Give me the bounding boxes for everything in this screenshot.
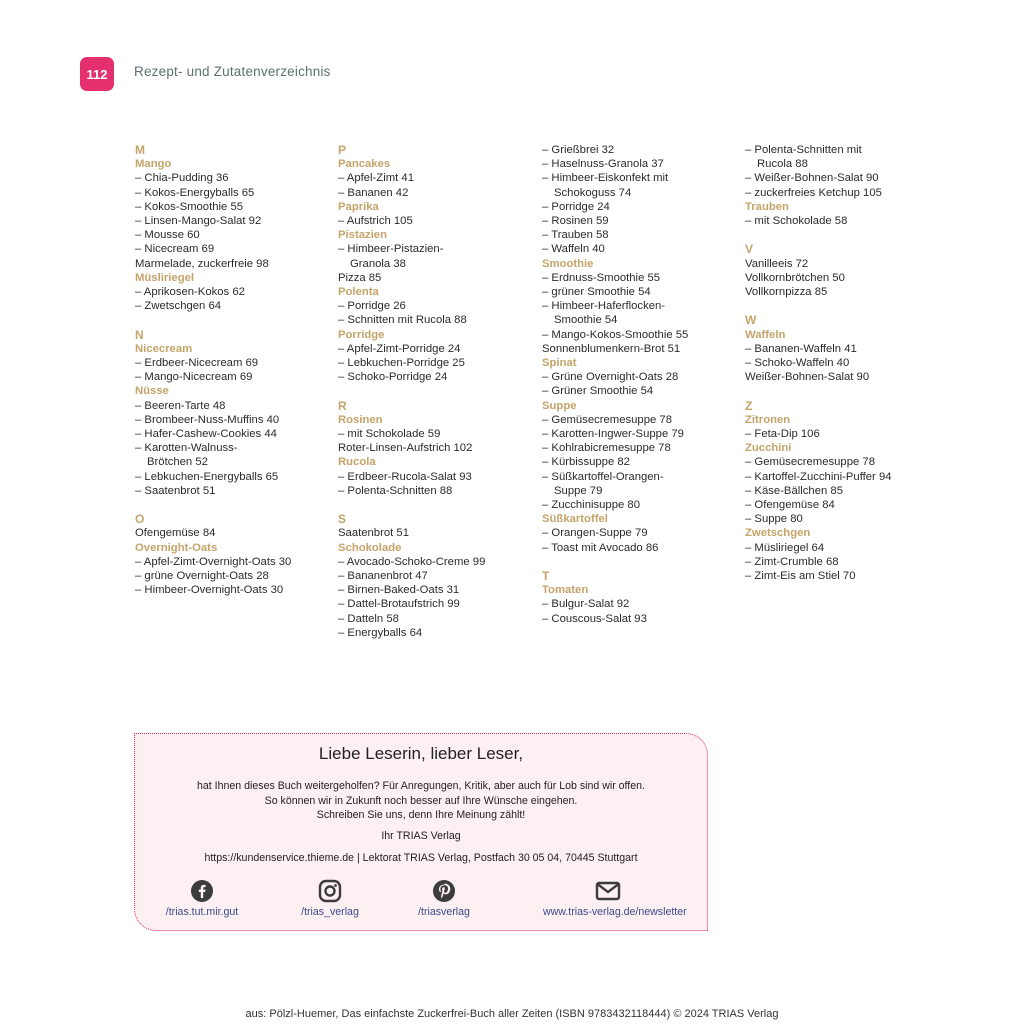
- index-entry: Roter-Linsen-Aufstrich 102: [338, 442, 473, 455]
- social-facebook[interactable]: [137, 879, 267, 918]
- index-entry: – Birnen-Baked-Oats 31: [338, 584, 460, 597]
- feedback-heading: Liebe Leserin, lieber Leser,: [318, 744, 524, 763]
- index-heading: Tomaten: [542, 584, 589, 597]
- index-entry: – Porridge 26: [338, 300, 406, 313]
- social-label[interactable]: www.trias-verlag.de/newsletter: [543, 906, 687, 918]
- index-entry: – Gemüsecremesuppe 78: [745, 456, 875, 469]
- index-entry: – Energyballs 64: [338, 626, 423, 639]
- index-letter: Z: [745, 398, 753, 413]
- index-entry: – Suppe 80: [745, 513, 803, 526]
- index-heading: Trauben: [745, 200, 789, 213]
- index-entry: – Karotten-Walnuss-: [135, 442, 238, 455]
- index-heading: Pistazien: [338, 229, 387, 242]
- social-newsletter[interactable]: [543, 879, 687, 918]
- index-entry: – Bulgur-Salat 92: [542, 598, 630, 611]
- index-entry: – Chia-Pudding 36: [135, 172, 229, 185]
- source-footer: aus: Pölzl-Huemer, Das einfachste Zuckerfrei-Buch aller Zeiten (ISBN 9783432118444) © 2024 TRIAS Verlag: [245, 1008, 779, 1020]
- index-entry: – Mango-Kokos-Smoothie 55: [542, 328, 689, 341]
- index-letter: P: [338, 143, 347, 157]
- index-entry: – Feta-Dip 106: [745, 428, 820, 441]
- index-entry: – Apfel-Zimt 41: [338, 172, 414, 185]
- feedback-box: [134, 733, 708, 931]
- index-letter: S: [338, 512, 347, 527]
- feedback-line: Schreiben Sie uns, denn Ihre Meinung zählt!: [316, 809, 526, 821]
- index-letter: O: [135, 512, 145, 527]
- index-entry: – Bananen 42: [338, 186, 409, 199]
- index-entry: – Hafer-Cashew-Cookies 44: [135, 428, 277, 441]
- index-entry: – Beeren-Tarte 48: [135, 399, 226, 412]
- index-entry: – mit Schokolade 58: [745, 215, 848, 228]
- index-entry: – Schoko-Waffeln 40: [745, 357, 850, 370]
- feedback-text: [135, 779, 707, 823]
- index-entry: – Käse-Bällchen 85: [745, 484, 843, 497]
- index-spacer: [745, 384, 945, 398]
- index-heading: Polenta: [338, 286, 379, 299]
- index-letter: R: [338, 398, 347, 413]
- index-heading: Süßkartoffel: [542, 513, 608, 526]
- social-pinterest[interactable]: [379, 879, 509, 918]
- index-heading: Spinat: [542, 357, 577, 370]
- index-column-4: [745, 143, 945, 583]
- index-entry: – Zucchinisuppe 80: [542, 499, 640, 512]
- index-entry-continued: Smoothie 54: [554, 314, 618, 327]
- index-entry: Sonnenblumenkern-Brot 51: [542, 342, 681, 355]
- index-heading: Pancakes: [338, 158, 391, 171]
- index-entry: – Schnitten mit Rucola 88: [338, 314, 467, 327]
- index-spacer: [338, 498, 538, 512]
- index-heading: Suppe: [542, 399, 577, 412]
- index-heading: Rucola: [338, 456, 376, 469]
- index-entry: – Erdnuss-Smoothie 55: [542, 271, 661, 284]
- index-entry-continued: Rucola 88: [757, 158, 808, 171]
- index-entry: Weißer-Bohnen-Salat 90: [745, 371, 870, 384]
- social-label[interactable]: /trias_verlag: [301, 906, 359, 918]
- index-entry: – Kartoffel-Zucchini-Puffer 94: [745, 470, 892, 483]
- index-entry-continued: Brötchen 52: [147, 456, 208, 469]
- index-entry: Marmelade, zuckerfreie 98: [135, 257, 269, 270]
- index-entry: – Apfel-Zimt-Porridge 24: [338, 342, 461, 355]
- index-entry-continued: Granola 38: [350, 257, 406, 270]
- index-entry: – Himbeer-Haferflocken-: [542, 300, 666, 313]
- index-entry: Saatenbrot 51: [338, 527, 409, 540]
- index-entry: – Orangen-Suppe 79: [542, 527, 648, 540]
- index-entry: Vollkornpizza 85: [745, 286, 828, 299]
- index-entry: – grüne Overnight-Oats 28: [135, 570, 269, 583]
- feedback-signature: Ihr TRIAS Verlag: [381, 830, 461, 842]
- index-heading: Zitronen: [745, 413, 791, 426]
- index-column-3: [542, 143, 742, 626]
- index-entry: – Kokos-Energyballs 65: [135, 186, 255, 199]
- index-heading: Porridge: [338, 328, 385, 341]
- index-spacer: [745, 228, 945, 242]
- index-spacer: [135, 498, 335, 512]
- feedback-line: hat Ihnen dieses Buch weitergeholfen? Für Anregungen, Kritik, aber auch für Lob sind wir offen.: [197, 780, 645, 792]
- index-entry: – Aufstrich 105: [338, 215, 413, 228]
- index-heading: Overnight-Oats: [135, 541, 218, 554]
- index-entry: – Grüne Overnight-Oats 28: [542, 371, 679, 384]
- index-spacer: [338, 384, 538, 398]
- feedback-line: So können wir in Zukunft noch besser auf Ihre Wünsche eingehen.: [264, 794, 578, 807]
- index-entry: – grüner Smoothie 54: [542, 286, 651, 299]
- index-entry: – Grüner Smoothie 54: [542, 385, 654, 398]
- page-title: Rezept- und Zutatenverzeichnis: [134, 64, 331, 79]
- index-letter: W: [745, 313, 757, 328]
- index-entry: – Trauben 58: [542, 229, 609, 242]
- index-entry: – Rosinen 59: [542, 215, 609, 228]
- index-heading: Schokolade: [338, 541, 402, 554]
- index-entry: – Haselnuss-Granola 37: [542, 158, 664, 171]
- index-letter: V: [745, 242, 754, 257]
- index-entry-continued: Schokoguss 74: [554, 186, 632, 199]
- index-entry: Vanilleeis 72: [745, 257, 809, 270]
- index-letter: M: [135, 143, 145, 157]
- index-entry: – Datteln 58: [338, 612, 399, 625]
- index-heading: Zwetschgen: [745, 527, 811, 540]
- index-heading: Nüsse: [135, 385, 169, 398]
- feedback-contact: https://kundenservice.thieme.de | Lektorat TRIAS Verlag, Postfach 30 05 04, 70445 Stuttgart: [204, 852, 638, 864]
- index-entry: – Süßkartoffel-Orangen-: [542, 470, 664, 483]
- index-entry: – Ofengemüse 84: [745, 499, 835, 512]
- index-entry: – Kürbissuppe 82: [542, 456, 630, 469]
- index-entry: – Lebkuchen-Porridge 25: [338, 357, 465, 370]
- index-entry: – Himbeer-Pistazien-: [338, 243, 444, 256]
- index-entry: – Polenta-Schnitten mit: [745, 144, 862, 156]
- index-entry: Ofengemüse 84: [135, 527, 216, 540]
- index-entry: – Erdbeer-Rucola-Salat 93: [338, 470, 472, 483]
- index-heading: Waffeln: [745, 328, 786, 341]
- index-entry: – Lebkuchen-Energyballs 65: [135, 470, 279, 483]
- index-entry: – Brombeer-Nuss-Muffins 40: [135, 413, 280, 426]
- index-entry: – Polenta-Schnitten 88: [338, 484, 453, 497]
- index-heading: Nicecream: [135, 342, 193, 355]
- index-entry: – Avocado-Schoko-Creme 99: [338, 555, 486, 568]
- index-spacer: [745, 299, 945, 313]
- index-entry: – Saatenbrot 51: [135, 484, 216, 497]
- index-entry: – Porridge 24: [542, 200, 610, 213]
- index-letter: N: [135, 327, 144, 342]
- social-instagram[interactable]: [265, 879, 395, 918]
- index-entry: – Aprikosen-Kokos 62: [135, 286, 245, 299]
- index-spacer: [542, 555, 742, 569]
- index-entry: – Gemüsecremesuppe 78: [542, 413, 672, 426]
- index-entry: – Bananen-Waffeln 41: [745, 342, 857, 355]
- facebook-icon: [190, 879, 214, 903]
- index-entry: – Zwetschgen 64: [135, 300, 222, 313]
- index-entry-continued: Suppe 79: [554, 484, 603, 497]
- index-entry: – Karotten-Ingwer-Suppe 79: [542, 428, 684, 441]
- index-entry: – Bananenbrot 47: [338, 570, 428, 583]
- index-entry: – Waffeln 40: [542, 243, 605, 256]
- index-entry: – Nicecream 69: [135, 243, 215, 256]
- index-entry: – zuckerfreies Ketchup 105: [745, 186, 882, 199]
- index-entry: Pizza 85: [338, 271, 382, 284]
- index-entry: – Kokos-Smoothie 55: [135, 200, 244, 213]
- index-entry: – Himbeer-Eiskonfekt mit: [542, 172, 669, 185]
- index-column-1: [135, 143, 335, 597]
- index-heading: Müsliriegel: [135, 271, 195, 284]
- index-entry: – Erdbeer-Nicecream 69: [135, 357, 259, 370]
- index-entry: – Mango-Nicecream 69: [135, 371, 253, 384]
- instagram-icon: [318, 879, 342, 903]
- index-entry: – Weißer-Bohnen-Salat 90: [745, 172, 879, 185]
- index-entry: – Toast mit Avocado 86: [542, 541, 659, 554]
- index-entry: Vollkornbrötchen 50: [745, 271, 845, 284]
- index-entry: – Mousse 60: [135, 229, 200, 242]
- index-heading: Paprika: [338, 200, 379, 213]
- index-letter: T: [542, 569, 550, 584]
- index-entry: – Linsen-Mango-Salat 92: [135, 215, 262, 228]
- index-entry: – Zimt-Crumble 68: [745, 555, 839, 568]
- index-entry: – Dattel-Brotaufstrich 99: [338, 598, 460, 611]
- index-spacer: [135, 313, 335, 327]
- index-heading: Mango: [135, 158, 172, 171]
- mail-icon: [595, 879, 621, 903]
- social-label[interactable]: /trias.tut.mir.gut: [165, 906, 239, 918]
- pinterest-icon: [432, 879, 456, 903]
- index-entry: – Schoko-Porridge 24: [338, 371, 448, 384]
- index-entry: – Apfel-Zimt-Overnight-Oats 30: [135, 555, 292, 568]
- index-entry: – mit Schokolade 59: [338, 428, 441, 441]
- index-heading: Rosinen: [338, 413, 383, 426]
- index-heading: Zucchini: [745, 442, 792, 455]
- index-entry: – Müsliriegel 64: [745, 541, 825, 554]
- index-entry: – Grießbrei 32: [542, 144, 615, 156]
- index-entry: – Zimt-Eis am Stiel 70: [745, 570, 856, 583]
- index-entry: – Couscous-Salat 93: [542, 612, 647, 625]
- index-entry: – Himbeer-Overnight-Oats 30: [135, 584, 284, 597]
- page-number-badge: 112: [80, 57, 114, 91]
- social-label[interactable]: /triasverlag: [418, 906, 470, 918]
- index-entry: – Kohlrabicremesuppe 78: [542, 442, 671, 455]
- index-heading: Smoothie: [542, 257, 594, 270]
- index-column-2: [338, 143, 538, 640]
